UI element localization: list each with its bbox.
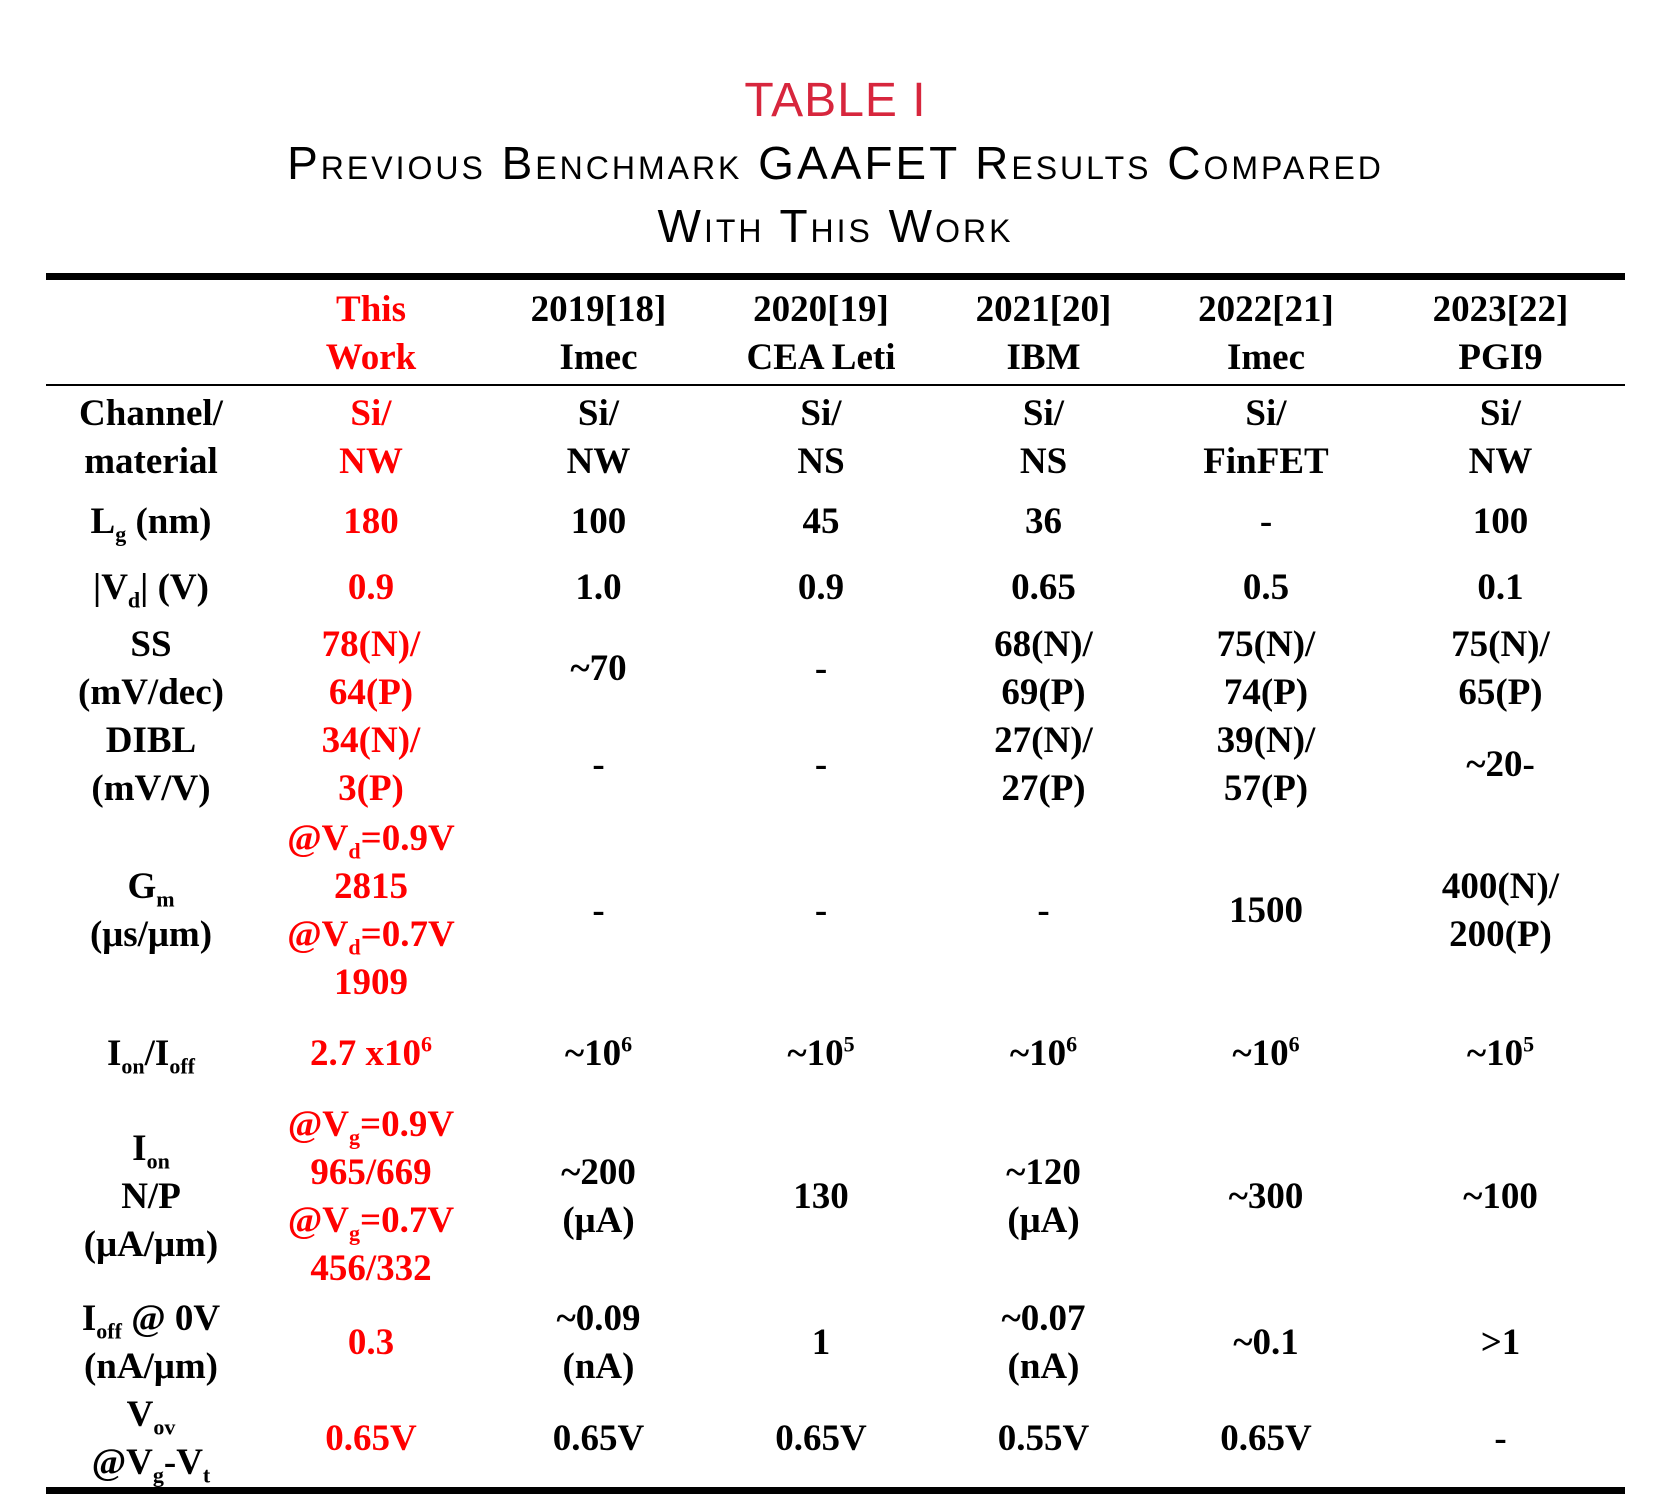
cell-superscript: 5 [843,1031,855,1057]
cell-2022: ~0.1 [1233,1322,1299,1363]
cell-subscript: d [348,934,361,960]
cell-text: =0.9V [360,1104,455,1145]
cell-text: =0.7V [360,1200,455,1241]
cell-2023 [1376,813,1625,1009]
row-drain-voltage [46,555,1625,621]
cell-2023: ~100 [1463,1176,1538,1217]
cell-text: ~10 [1466,1033,1524,1074]
label-text: @ 0V [121,1298,221,1339]
cell-text: ~0.07 [1001,1298,1086,1339]
header-text: 2019[18] [530,289,667,330]
header-row [46,277,1625,386]
cell-2019 [486,1295,711,1391]
cell-2023 [1376,621,1625,717]
cell-text: 64(P) [328,672,414,713]
header-corner [46,277,256,386]
benchmark-table [46,273,1625,1494]
cell-2023 [1376,385,1625,489]
cell-text: 456/332 [310,1248,432,1289]
cell-2022: 0.65V [1220,1418,1312,1459]
cell-2021: 0.55V [997,1418,1090,1459]
cell-2023: 100 [1472,501,1529,542]
cell-2022 [1156,717,1376,813]
cell-text: =0.7V [360,914,455,955]
label-text: | (V) [140,567,209,608]
row-transconductance [46,813,1625,1009]
cell-2021 [931,385,1156,489]
header-text: Imec [1226,337,1306,378]
cell-2019 [486,1009,711,1099]
cell-text: 2815 [334,866,408,907]
header-2019 [486,277,711,386]
row-overdrive-voltage [46,1391,1625,1491]
cell-text: Si/ [577,392,620,434]
cell-text: ~120 [1006,1152,1081,1193]
cell-text: (nA) [562,1346,635,1387]
cell-2021 [931,1099,1156,1295]
label-text: @V [91,1442,153,1483]
cell-text: ~200 [561,1152,636,1193]
cell-2021 [931,717,1156,813]
label-text: I [81,1298,97,1339]
label-text: V [126,1394,154,1435]
cell-text: 2.7 x10 [310,1033,421,1074]
cell-2023: ~20- [1466,744,1535,785]
cell-text: ~10 [1232,1033,1289,1074]
header-text: 2021[20] [975,289,1112,330]
cell-text: NW [339,440,403,482]
cell-this-work [256,385,486,489]
label-text: -V [163,1442,203,1483]
label-text: (nm) [126,501,212,542]
cell-text: 57(P) [1223,768,1309,809]
cell-text: Si/ [1245,392,1287,434]
label-subscript: off [169,1053,195,1079]
cell-text: Si/ [350,392,392,434]
cell-2020: 0.9 [797,567,845,608]
cell-subscript: g [349,1220,361,1246]
cell-2023: 0.1 [1477,567,1524,608]
cell-this-work [256,813,486,1009]
cell-2019: 100 [570,501,627,542]
cell-2023: - [1494,1418,1507,1459]
cell-2021 [931,1009,1156,1099]
label-text: I [107,1033,122,1074]
label-subscript: t [202,1462,211,1488]
cell-text: FinFET [1203,440,1329,482]
cell-2020: - [814,890,828,931]
label-text: material [84,440,218,482]
cell-text: 1909 [334,962,408,1003]
cell-2019: ~70 [570,648,627,689]
header-this-work [256,277,486,386]
cell-this-work [256,1009,486,1099]
cell-2021 [931,621,1156,717]
cell-2022 [1156,385,1376,489]
header-text: Imec [559,337,638,378]
cell-text: (μA) [562,1200,635,1241]
header-text: CEA Leti [746,337,896,378]
row-label [46,621,256,717]
row-label [46,555,256,621]
row-label [46,717,256,813]
cell-text: (μA) [1007,1200,1080,1241]
cell-text: 39(N)/ [1216,720,1316,761]
label-text: /I [144,1033,170,1074]
cell-text: 965/669 [310,1152,432,1193]
header-2023 [1376,277,1625,386]
cell-text: (nA) [1007,1346,1080,1387]
label-subscript: d [127,587,141,613]
cell-superscript: 6 [621,1031,633,1057]
cell-2023 [1376,1009,1625,1099]
cell-2020: - [814,648,828,689]
header-text: IBM [1006,337,1081,378]
cell-this-work [256,717,486,813]
cell-text: @V [287,1104,350,1145]
row-off-current [46,1295,1625,1391]
cell-2022: ~300 [1228,1176,1304,1217]
cell-this-work [256,1099,486,1295]
cell-2020: - [814,744,828,785]
cell-text: NW [1468,440,1533,482]
cell-text: NS [1019,440,1068,482]
cell-2022: 0.5 [1242,567,1290,608]
cell-subscript: d [348,838,361,864]
row-label [46,1009,256,1099]
cell-this-work: 0.65V [325,1418,417,1459]
cell-superscript: 6 [421,1031,432,1057]
cell-text: 34(N)/ [321,720,421,761]
label-subscript: on [121,1053,145,1079]
cell-text: 200(P) [1449,914,1552,955]
cell-text: 69(P) [1001,672,1086,713]
table-title-line-2: With This Work [657,200,1014,252]
cell-2022 [1156,621,1376,717]
row-label [46,1295,256,1391]
cell-text: 3(P) [338,768,404,809]
row-label [46,1099,256,1295]
cell-2019 [486,1099,711,1295]
cell-2019: - [592,744,605,785]
cell-text: NS [797,440,845,482]
cell-text: @V [287,818,349,859]
cell-2021: - [1037,890,1050,931]
cell-this-work: 0.9 [347,567,395,608]
label-subscript: m [156,886,175,912]
cell-text: Si/ [1022,392,1065,434]
cell-this-work [256,621,486,717]
cell-2020: 0.65V [775,1418,867,1459]
cell-text: ~10 [787,1033,844,1074]
row-channel-material [46,385,1625,489]
cell-2019: 0.65V [552,1418,645,1459]
cell-text: NW [566,440,631,482]
cell-text: =0.9V [360,818,455,859]
cell-2020: 130 [793,1176,849,1217]
label-text: |V [93,567,128,608]
cell-2023: >1 [1480,1322,1521,1363]
row-dibl [46,717,1625,813]
row-on-off-ratio [46,1009,1625,1099]
cell-2019: - [592,890,605,931]
label-text: L [90,501,116,542]
label-text: (mV/V) [91,768,211,809]
table-number: TABLE I [744,74,927,127]
label-subscript: ov [153,1414,176,1440]
cell-text: 78(N)/ [321,624,421,665]
header-2022 [1156,277,1376,386]
cell-text: @V [287,1200,350,1241]
label-subscript: g [152,1462,164,1488]
row-label [46,489,256,555]
cell-text: 68(N)/ [994,624,1093,665]
cell-2020: 45 [802,501,840,542]
cell-text: ~10 [1009,1033,1067,1074]
label-text: Channel/ [79,392,223,434]
cell-this-work: 180 [343,501,399,542]
cell-text: 27(P) [1001,768,1086,809]
label-text: (μs/μm) [89,914,213,955]
header-2020 [711,277,931,386]
cell-this-work: 0.3 [347,1322,395,1363]
label-text: SS [130,624,172,665]
cell-superscript: 6 [1288,1031,1300,1057]
cell-2021 [931,1295,1156,1391]
row-gate-length [46,489,1625,555]
cell-text: 400(N)/ [1441,866,1560,907]
cell-superscript: 5 [1523,1031,1535,1057]
cell-2022: - [1259,501,1273,542]
header-2021 [931,277,1156,386]
cell-2019: 1.0 [575,567,622,608]
label-text: G [127,866,157,907]
cell-text: 75(N)/ [1451,624,1550,665]
header-text: 2023[22] [1432,289,1569,330]
cell-2022 [1156,1009,1376,1099]
label-text: (μA/μm) [83,1224,219,1265]
cell-2022: 1500 [1229,890,1303,931]
cell-text: 75(N)/ [1216,624,1316,665]
label-text: DIBL [105,720,197,761]
cell-text: Si/ [800,392,842,434]
cell-2019 [486,385,711,489]
header-text: 2020[19] [753,289,889,330]
label-subscript: on [146,1148,170,1174]
header-text: Work [325,337,417,378]
cell-2020 [711,1009,931,1099]
cell-text: @V [287,914,349,955]
cell-text: 74(P) [1223,672,1309,713]
row-on-current [46,1099,1625,1295]
row-label [46,1391,256,1491]
cell-text: 27(N)/ [994,720,1093,761]
cell-2020 [711,385,931,489]
cell-superscript: 6 [1066,1031,1078,1057]
cell-2021: 0.65 [1011,567,1076,608]
cell-2021: 36 [1025,501,1062,542]
row-label [46,385,256,489]
cell-subscript: g [349,1124,361,1150]
label-subscript: g [115,521,127,547]
header-text: 2022[21] [1198,289,1334,330]
header-text: PGI9 [1458,337,1543,378]
row-label [46,813,256,1009]
cell-text: 65(P) [1458,672,1543,713]
cell-2020: 1 [811,1322,831,1363]
row-subthreshold-swing [46,621,1625,717]
label-subscript: off [96,1318,122,1344]
table-title-line-1: Previous Benchmark GAAFET Results Compared [287,137,1384,189]
cell-text: ~0.09 [556,1298,641,1339]
label-text: (mV/dec) [78,672,224,713]
label-text: N/P [121,1176,181,1217]
label-text: I [132,1128,147,1169]
table-caption [0,70,1671,258]
label-text: (nA/μm) [83,1346,219,1387]
cell-text: ~10 [564,1033,622,1074]
header-text: This [336,289,406,330]
cell-text: Si/ [1479,392,1522,434]
